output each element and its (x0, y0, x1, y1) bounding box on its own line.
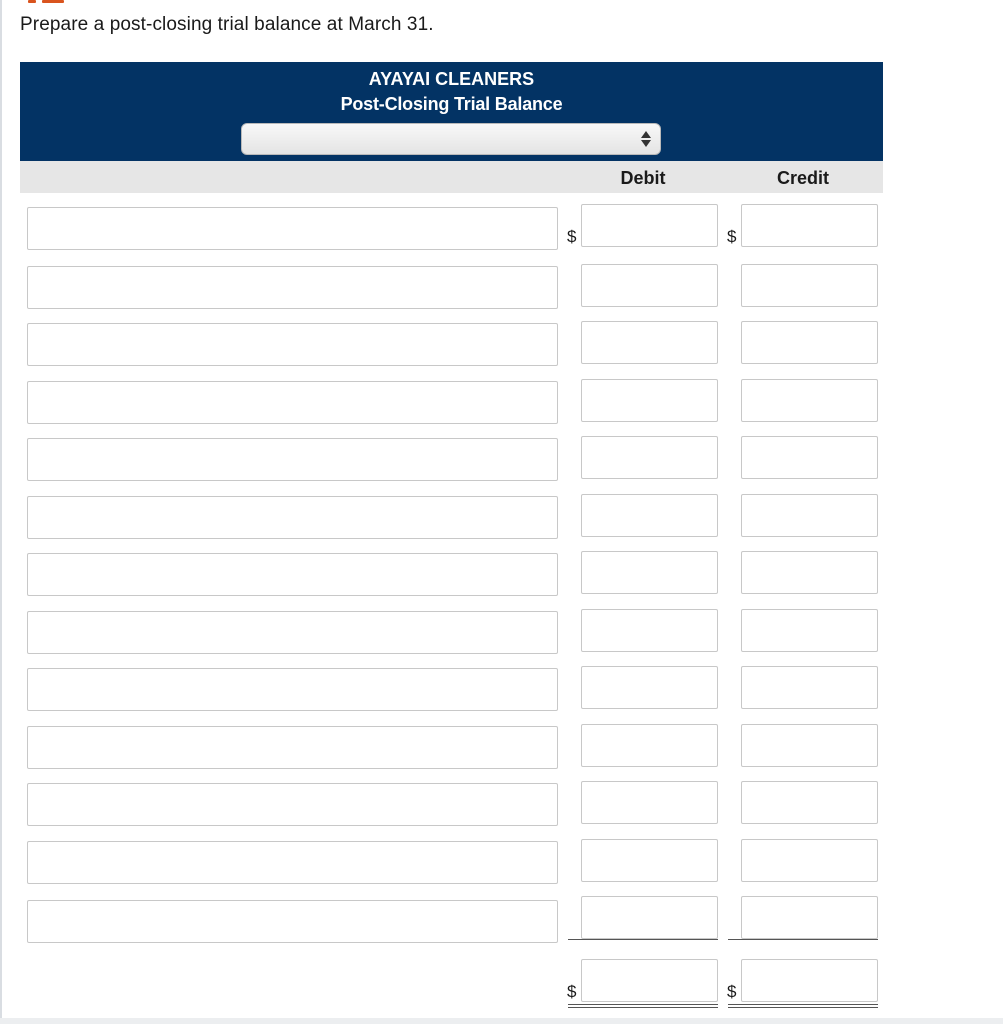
debit-input[interactable] (581, 379, 718, 422)
credit-input[interactable] (741, 781, 878, 824)
debit-input[interactable] (581, 666, 718, 709)
page-bottom-strip (0, 1018, 1003, 1024)
credit-input[interactable] (741, 264, 878, 307)
credit-input[interactable] (741, 204, 878, 247)
dropdown-updown-icon (641, 130, 651, 148)
page-left-border (0, 0, 2, 1024)
debit-input[interactable] (581, 551, 718, 594)
debit-dollar-sign: $ (567, 227, 577, 246)
credit-subtotal-rule (728, 939, 878, 940)
date-dropdown[interactable] (241, 123, 661, 155)
debit-input[interactable] (581, 321, 718, 364)
account-input[interactable] (27, 726, 558, 769)
debit-input[interactable] (581, 264, 718, 307)
debit-input[interactable] (581, 839, 718, 882)
debit-total-double-rule (568, 1007, 718, 1008)
account-input[interactable] (27, 841, 558, 884)
account-input[interactable] (27, 438, 558, 481)
credit-input[interactable] (741, 321, 878, 364)
account-input[interactable] (27, 553, 558, 596)
credit-input[interactable] (741, 896, 878, 939)
statement-header (20, 62, 883, 161)
account-input[interactable] (27, 783, 558, 826)
partial-icon-top (28, 0, 76, 4)
account-input[interactable] (27, 323, 558, 366)
debit-input[interactable] (581, 204, 718, 247)
company-name: AYAYAI CLEANERS (368, 69, 535, 89)
credit-total-double-rule (728, 1004, 878, 1005)
debit-column-header: Debit (620, 168, 666, 188)
debit-input[interactable] (581, 609, 718, 652)
credit-input[interactable] (741, 666, 878, 709)
debit-input[interactable] (581, 494, 718, 537)
account-input[interactable] (27, 207, 558, 250)
credit-dollar-sign: $ (727, 227, 737, 246)
credit-input[interactable] (741, 839, 878, 882)
debit-total-double-rule (568, 1004, 718, 1005)
credit-input[interactable] (741, 494, 878, 537)
credit-input[interactable] (741, 609, 878, 652)
credit-total-double-rule (728, 1007, 878, 1008)
credit-total-dollar-sign: $ (727, 982, 737, 1001)
credit-input[interactable] (741, 379, 878, 422)
debit-input[interactable] (581, 896, 718, 939)
account-input[interactable] (27, 611, 558, 654)
account-input[interactable] (27, 900, 558, 943)
credit-column-header: Credit (776, 168, 829, 188)
debit-subtotal-rule (568, 939, 718, 940)
credit-input[interactable] (741, 436, 878, 479)
credit-input[interactable] (741, 724, 878, 767)
account-input[interactable] (27, 266, 558, 309)
account-input[interactable] (27, 381, 558, 424)
debit-total-dollar-sign: $ (567, 982, 577, 1001)
debit-input[interactable] (581, 724, 718, 767)
account-input[interactable] (27, 668, 558, 711)
account-input[interactable] (27, 496, 558, 539)
question-instruction: Prepare a post-closing trial balance at March 31. (20, 14, 434, 35)
credit-input[interactable] (741, 551, 878, 594)
debit-input[interactable] (581, 436, 718, 479)
debit-input[interactable] (581, 781, 718, 824)
report-title: Post-Closing Trial Balance (340, 94, 563, 114)
credit-total-input[interactable] (741, 959, 878, 1002)
column-header-row (20, 161, 883, 193)
debit-total-input[interactable] (581, 959, 718, 1002)
